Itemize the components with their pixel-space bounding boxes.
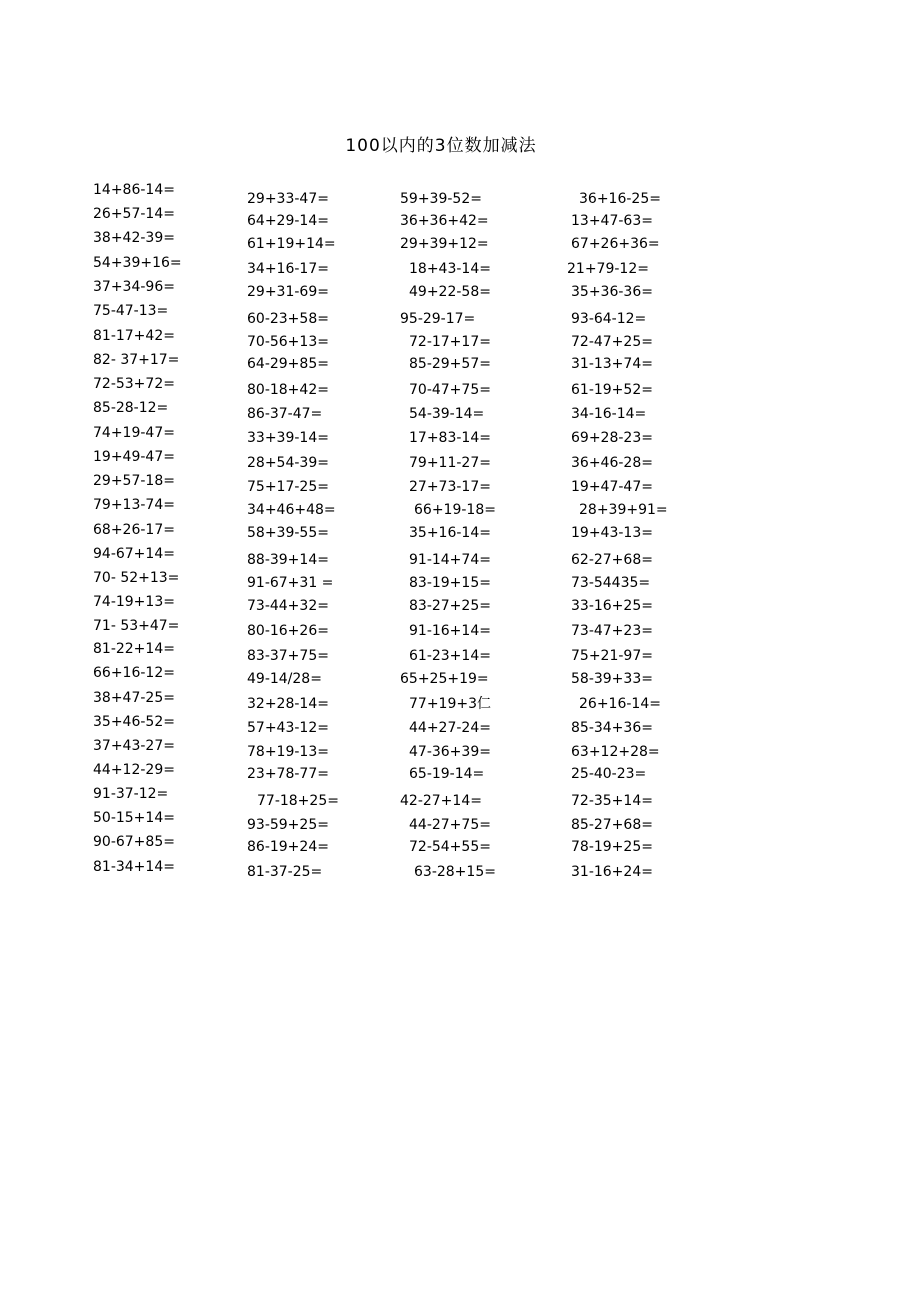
math-problem: 66+16-12= <box>93 665 175 681</box>
math-problem: 85-34+36= <box>571 720 653 736</box>
math-problem: 79+11-27= <box>409 455 491 471</box>
math-problem: 86-19+24= <box>247 839 329 855</box>
math-problem: 19+47-47= <box>571 479 653 495</box>
math-problem: 29+57-18= <box>93 473 175 489</box>
math-problem: 79+13-74= <box>93 497 175 513</box>
math-problem: 31-16+24= <box>571 864 653 880</box>
math-problem: 58+39-55= <box>247 525 329 541</box>
math-problem: 91-37-12= <box>93 786 169 802</box>
math-problem: 65-19-14= <box>409 766 485 782</box>
math-problem: 62-27+68= <box>571 552 653 568</box>
math-problem: 81-37-25= <box>247 864 323 880</box>
math-problem: 19+43-13= <box>571 525 653 541</box>
math-problem: 94-67+14= <box>93 546 175 562</box>
math-problem: 31-13+74= <box>571 356 653 372</box>
math-problem: 86-37-47= <box>247 406 323 422</box>
math-problem: 37+34-96= <box>93 279 175 295</box>
math-problem: 58-39+33= <box>571 671 653 687</box>
math-problem: 93-59+25= <box>247 817 329 833</box>
math-problem: 66+19-18= <box>414 502 496 518</box>
math-problem: 73-54435= <box>571 575 651 591</box>
math-problem: 72-35+14= <box>571 793 653 809</box>
math-problem: 54-39-14= <box>409 406 485 422</box>
math-problem: 36+16-25= <box>579 191 661 207</box>
math-problem: 91-14+74= <box>409 552 491 568</box>
math-problem: 35+36-36= <box>571 284 653 300</box>
math-problem: 91-67+31 = <box>247 575 334 591</box>
math-problem: 49-14/28= <box>247 671 322 687</box>
math-problem: 26+57-14= <box>93 206 175 222</box>
math-problem: 29+31-69= <box>247 284 329 300</box>
math-problem: 63+12+28= <box>571 744 660 760</box>
math-problem: 37+43-27= <box>93 738 175 754</box>
math-problem: 81-22+14= <box>93 641 175 657</box>
math-problem: 75+21-97= <box>571 648 653 664</box>
math-problem: 49+22-58= <box>409 284 491 300</box>
math-problem: 83-19+15= <box>409 575 491 591</box>
math-problem: 50-15+14= <box>93 810 175 826</box>
math-problem: 78-19+25= <box>571 839 653 855</box>
math-problem: 18+43-14= <box>409 261 491 277</box>
math-problem: 83-27+25= <box>409 598 491 614</box>
math-problem: 72-53+72= <box>93 376 175 392</box>
math-problem: 80-18+42= <box>247 382 329 398</box>
math-problem: 67+26+36= <box>571 236 660 252</box>
math-problem: 65+25+19= <box>400 671 489 687</box>
math-problem: 81-34+14= <box>93 859 175 875</box>
math-problem: 42-27+14= <box>400 793 482 809</box>
math-problem: 72-17+17= <box>409 334 491 350</box>
math-problem: 70- 52+13= <box>93 570 180 586</box>
math-problem: 88-39+14= <box>247 552 329 568</box>
math-problem: 34+46+48= <box>247 502 336 518</box>
math-problem: 32+28-14= <box>247 696 329 712</box>
math-problem: 77+19+3仁 <box>409 696 491 712</box>
math-problem: 44+12-29= <box>93 762 175 778</box>
math-problem: 68+26-17= <box>93 522 175 538</box>
math-problem: 61-23+14= <box>409 648 491 664</box>
math-problem: 85-27+68= <box>571 817 653 833</box>
math-problem: 93-64-12= <box>571 311 647 327</box>
math-problem: 70-47+75= <box>409 382 491 398</box>
math-problem: 61-19+52= <box>571 382 653 398</box>
math-problem: 54+39+16= <box>93 255 182 271</box>
math-problem: 75+17-25= <box>247 479 329 495</box>
math-problem: 72-47+25= <box>571 334 653 350</box>
math-problem: 81-17+42= <box>93 328 175 344</box>
math-problem: 35+16-14= <box>409 525 491 541</box>
math-problem: 35+46-52= <box>93 714 175 730</box>
math-problem: 23+78-77= <box>247 766 329 782</box>
math-problem: 33-16+25= <box>571 598 653 614</box>
math-problem: 69+28-23= <box>571 430 653 446</box>
math-problem: 63-28+15= <box>414 864 496 880</box>
worksheet-title: 100以内的3位数加减法 <box>345 136 537 156</box>
math-problem: 85-29+57= <box>409 356 491 372</box>
math-problem: 36+46-28= <box>571 455 653 471</box>
math-problem: 73-47+23= <box>571 623 653 639</box>
math-problem: 34-16-14= <box>571 406 647 422</box>
math-problem: 29+33-47= <box>247 191 329 207</box>
math-problem: 14+86-14= <box>93 182 175 198</box>
math-problem: 83-37+75= <box>247 648 329 664</box>
math-problem: 25-40-23= <box>571 766 647 782</box>
math-problem: 47-36+39= <box>409 744 491 760</box>
math-problem: 17+83-14= <box>409 430 491 446</box>
math-problem: 29+39+12= <box>400 236 489 252</box>
math-problem: 71- 53+47= <box>93 618 180 634</box>
math-problem: 36+36+42= <box>400 213 489 229</box>
math-problem: 26+16-14= <box>579 696 661 712</box>
math-problem: 90-67+85= <box>93 834 175 850</box>
math-problem: 72-54+55= <box>409 839 491 855</box>
math-problem: 64+29-14= <box>247 213 329 229</box>
math-problem: 34+16-17= <box>247 261 329 277</box>
math-problem: 38+42-39= <box>93 230 175 246</box>
math-problem: 44+27-24= <box>409 720 491 736</box>
math-problem: 73-44+32= <box>247 598 329 614</box>
math-problem: 70-56+13= <box>247 334 329 350</box>
math-problem: 61+19+14= <box>247 236 336 252</box>
math-problem: 77-18+25= <box>257 793 339 809</box>
math-problem: 60-23+58= <box>247 311 329 327</box>
math-problem: 33+39-14= <box>247 430 329 446</box>
math-problem: 21+79-12= <box>567 261 649 277</box>
math-problem: 74+19-47= <box>93 425 175 441</box>
math-problem: 75-47-13= <box>93 303 169 319</box>
math-problem: 85-28-12= <box>93 400 169 416</box>
math-problem: 59+39-52= <box>400 191 482 207</box>
math-problem: 44-27+75= <box>409 817 491 833</box>
math-problem: 64-29+85= <box>247 356 329 372</box>
math-problem: 82- 37+17= <box>93 352 180 368</box>
math-problem: 74-19+13= <box>93 594 175 610</box>
math-problem: 78+19-13= <box>247 744 329 760</box>
math-problem: 28+39+91= <box>579 502 668 518</box>
math-problem: 80-16+26= <box>247 623 329 639</box>
math-problem: 27+73-17= <box>409 479 491 495</box>
math-problem: 19+49-47= <box>93 449 175 465</box>
math-problem: 95-29-17= <box>400 311 476 327</box>
math-problem: 13+47-63= <box>571 213 653 229</box>
math-problem: 57+43-12= <box>247 720 329 736</box>
math-problem: 28+54-39= <box>247 455 329 471</box>
math-problem: 38+47-25= <box>93 690 175 706</box>
math-problem: 91-16+14= <box>409 623 491 639</box>
